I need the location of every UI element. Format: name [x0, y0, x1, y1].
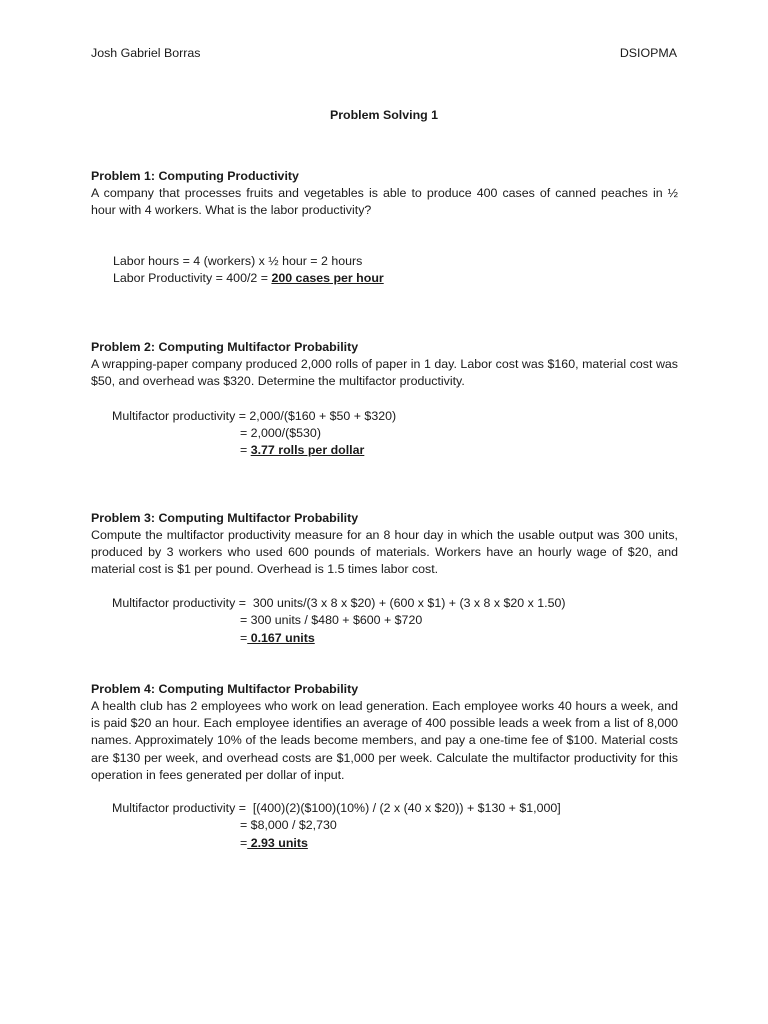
page-title: Problem Solving 1 — [329, 108, 439, 122]
problem-4-line-2: = $8,000 / $2,730 — [240, 818, 337, 832]
problem-1-line-2: Labor Productivity = 400/2 = 200 cases per hour — [113, 271, 384, 285]
problem-3-line-1: Multifactor productivity = 300 units/(3 x 8 x $20) + (600 x $1) + (3 x 8 x $20 x 1.50) — [112, 596, 566, 610]
problem-2-line-3: = 3.77 rolls per dollar — [240, 443, 365, 457]
problem-1-text: A company that processes fruits and vegetables is able to produce 400 cases of canned peaches in ½ hour with 4 workers. What is the labor productivity? — [91, 186, 678, 218]
problem-2-line-2: = 2,000/($530) — [240, 426, 321, 440]
problem-4-line-3: = 2.93 units — [240, 836, 308, 850]
problem-3-line-3: = 0.167 units — [240, 631, 315, 645]
problem-3-line-2: = 300 units / $480 + $600 + $720 — [240, 613, 423, 627]
problem-2-text: A wrapping-paper company produced 2,000 rolls of paper in 1 day. Labor cost was $160, material cost was $50, and overhead was $320. Determine the multifactor productivity. — [91, 357, 678, 389]
problem-1-answer: 200 cases per hour — [271, 271, 384, 285]
problem-1-line-1: Labor hours = 4 (workers) x ½ hour = 2 hours — [113, 254, 363, 268]
problem-2-line-1: Multifactor productivity = 2,000/($160 + $50 + $320) — [112, 409, 397, 423]
problem-3-block — [91, 510, 678, 579]
problem-3-text: Compute the multifactor productivity measure for an 8 hour day in which the usable output was 300 units, produced by 3 workers who used 600 pounds of materials. Workers have an hourly wage of $20, and material cost is $1 per pound. Overhead is 1.5 times labor cost. — [91, 528, 678, 577]
problem-2-block — [91, 339, 678, 390]
problem-4-line-1: Multifactor productivity = [(400)(2)($100)(10%) / (2 x (40 x $20)) + $130 + $1,000] — [112, 801, 561, 815]
problem-3-answer: 0.167 units — [247, 631, 315, 645]
problem-1-heading: Problem 1: Computing Productivity — [91, 169, 299, 183]
author-name: Josh Gabriel Borras — [91, 46, 201, 60]
problem-4-answer: 2.93 units — [247, 836, 308, 850]
problem-4-text: A health club has 2 employees who work on lead generation. Each employee works 40 hours a week, and is paid $20 an hour. Each employee identifies an average of 400 possible leads a week from a list of 8,000 names. Approximately 10% of the leads become members, and pay a one-time fee of $100. Material costs are $130 per week, and overhead costs are $1,000 per week. Calculate the multifactor productivity for this operation in fees generated per dollar of input. — [91, 699, 678, 782]
problem-2-heading: Problem 2: Computing Multifactor Probability — [91, 340, 359, 354]
problem-2-answer: 3.77 rolls per dollar — [250, 443, 365, 457]
problem-4-block — [91, 681, 678, 784]
problem-3-heading: Problem 3: Computing Multifactor Probability — [91, 511, 359, 525]
problem-4-heading: Problem 4: Computing Multifactor Probability — [91, 682, 359, 696]
course-code: DSIOPMA — [619, 46, 677, 60]
problem-1-block — [91, 168, 678, 219]
